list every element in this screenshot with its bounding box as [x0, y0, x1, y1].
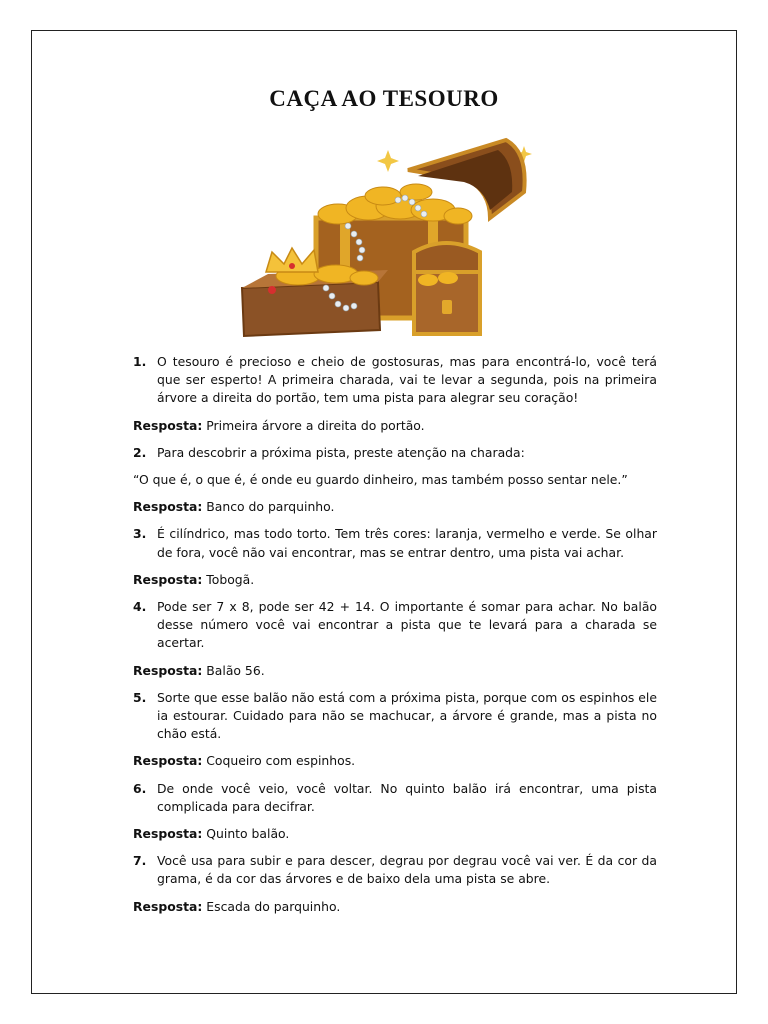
answer-line: Resposta: Banco do parquinho. — [133, 499, 335, 515]
riddle-item: 2. Para descobrir a próxima pista, preste atenção na charada: — [133, 444, 525, 460]
answer-text: Escada do parquinho. — [206, 898, 341, 914]
riddle-text: Para descobrir a próxima pista, preste atenção na charada: — [157, 444, 525, 460]
riddle-item: 3. É cilíndrico, mas todo torto. Tem três cores: laranja, vermelho e verde. Se olhar de fora, você não vai encontrar, mas se entrar dentro, uma pista vai achar. — [133, 526, 657, 560]
treasure-chest-illustration — [228, 122, 544, 348]
answer-text: Banco do parquinho. — [206, 499, 335, 515]
riddle-text: Pode ser 7 x 8, pode ser 42 + 14. O importante é somar para achar. No balão desse número você vai encontrar a pista que te levará para a charada se acertar. — [157, 599, 657, 651]
riddle-text: Sorte que esse balão não está com a próxima pista, porque com os espinhos ele ia estourar. Cuidado para não se machucar, a árvore é grande, mas a pista no chão está. — [157, 689, 657, 742]
answer-line: Resposta: Coqueiro com espinhos. — [133, 753, 356, 769]
riddle-list — [133, 353, 657, 925]
riddle-text: De onde você veio, você voltar. No quinto balão irá encontrar, uma pista complicada para decifrar. — [157, 780, 657, 814]
riddle-item: 1. O tesouro é precioso e cheio de gostosuras, mas para encontrá-lo, você terá que ser esperto! A primeira charada, vai te levar a segunda, pois na primeira árvore a direita do portão, tem uma pista para alegrar seu coração! — [133, 354, 657, 406]
answer-text: Tobogã. — [206, 571, 255, 587]
riddle-text: O tesouro é precioso e cheio de gostosuras, mas para encontrá-lo, você terá que ser esperto! A primeira charada, vai te levar a segunda, pois na primeira árvore a direita do portão, tem uma pista para alegrar seu coração! — [157, 354, 657, 406]
riddle-item: 7. Você usa para subir e para descer, degrau por degrau você vai ver. É da cor da grama, é da cor das árvores e de baixo dela uma pista se abre. — [133, 853, 657, 887]
answer-text: Primeira árvore a direita do portão. — [206, 417, 425, 433]
answer-text: Balão 56. — [206, 662, 265, 678]
riddle-item: 4. Pode ser 7 x 8, pode ser 42 + 14. O importante é somar para achar. No balão desse número você vai encontrar a pista que te levará para a charada se acertar. — [133, 599, 657, 651]
answer-text: Coqueiro com espinhos. — [206, 753, 356, 769]
answer-line: Resposta: Balão 56. — [133, 662, 265, 678]
riddle-item: 6. De onde você veio, você voltar. No quinto balão irá encontrar, uma pista complicada para decifrar. — [133, 780, 657, 814]
answer-text: Quinto balão. — [206, 826, 290, 842]
answer-line: Resposta: Primeira árvore a direita do portão. — [133, 417, 425, 433]
riddle-text: É cilíndrico, mas todo torto. Tem três cores: laranja, vermelho e verde. Se olhar de fora, você não vai encontrar, mas se entrar dentro, uma pista vai achar. — [157, 526, 657, 560]
answer-line: Resposta: Escada do parquinho. — [133, 898, 341, 914]
riddle-quote: “O que é, o que é, é onde eu guardo dinheiro, mas também posso sentar nele.” — [133, 472, 628, 488]
riddle-item: 5. Sorte que esse balão não está com a próxima pista, porque com os espinhos ele ia estourar. Cuidado para não se machucar, a árvore é grande, mas a pista no chão está. — [133, 689, 657, 742]
answer-line: Resposta: Quinto balão. — [133, 826, 290, 842]
answer-line: Resposta: Tobogã. — [133, 571, 255, 587]
riddle-text: Você usa para subir e para descer, degrau por degrau você vai ver. É da cor da grama, é da cor das árvores e de baixo dela uma pista se abre. — [157, 853, 657, 887]
page-title: CAÇA AO TESOURO — [269, 86, 499, 111]
